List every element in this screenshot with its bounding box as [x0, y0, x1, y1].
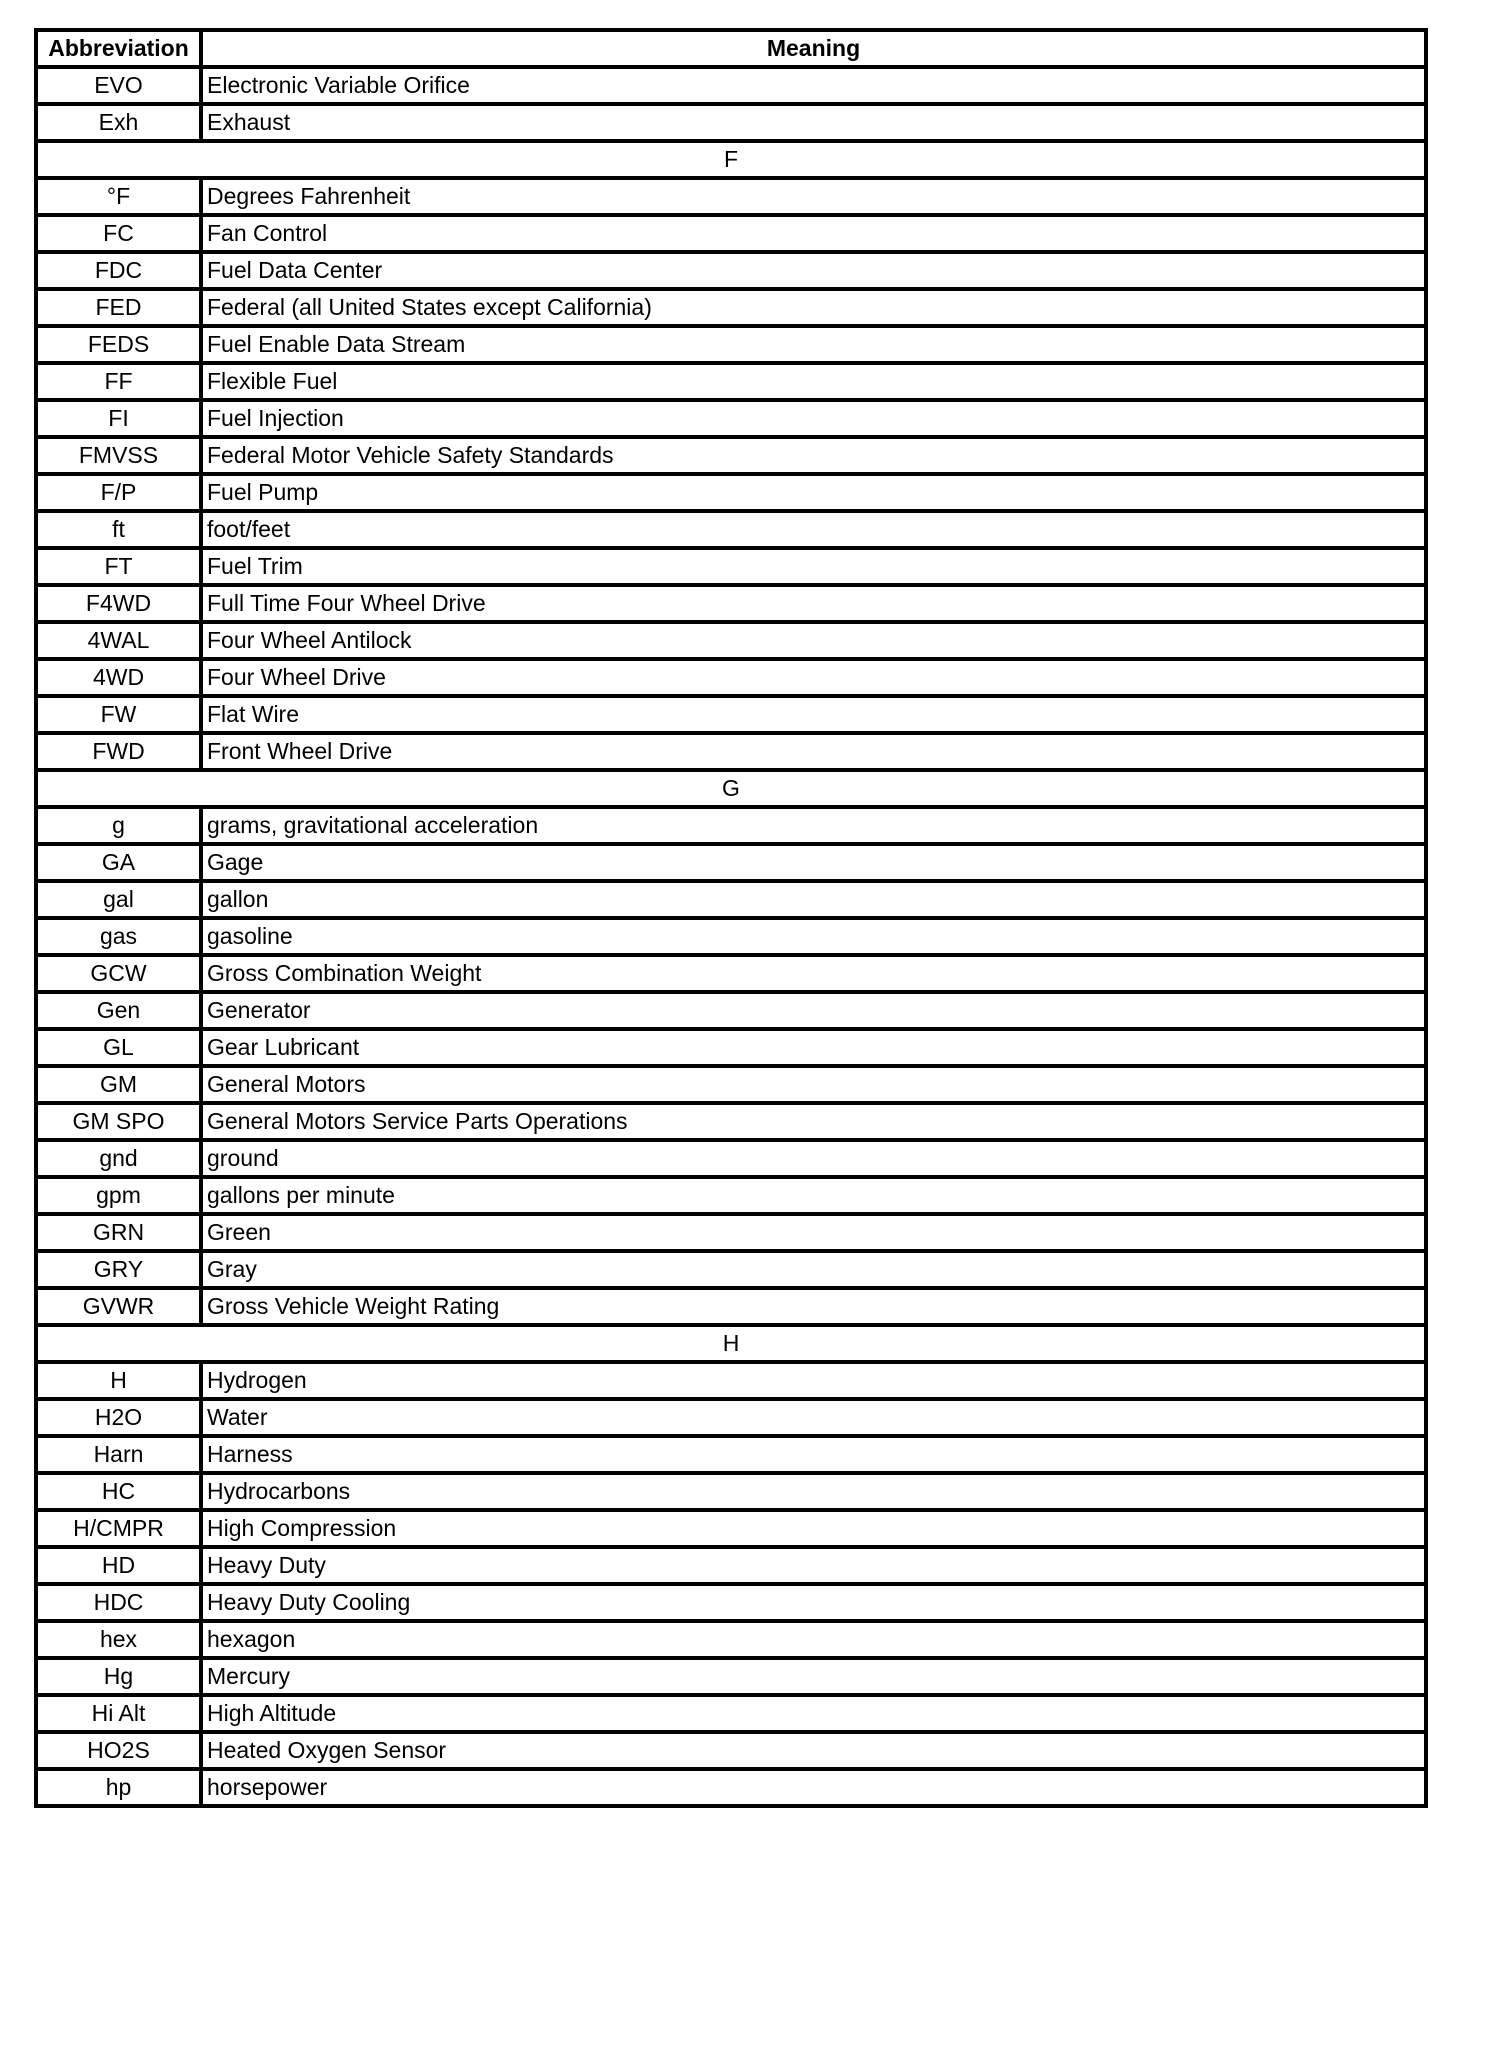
meaning-cell: Gross Vehicle Weight Rating	[201, 1288, 1426, 1325]
meaning-cell: Four Wheel Antilock	[201, 622, 1426, 659]
meaning-cell: gallons per minute	[201, 1177, 1426, 1214]
abbreviation-cell: Gen	[36, 992, 201, 1029]
table-row	[36, 67, 1426, 104]
table-row	[36, 1436, 1426, 1473]
meaning-cell: Fuel Data Center	[201, 252, 1426, 289]
abbreviation-cell: Hi Alt	[36, 1695, 201, 1732]
table-row	[36, 1066, 1426, 1103]
abbreviation-cell: GRY	[36, 1251, 201, 1288]
meaning-cell: Generator	[201, 992, 1426, 1029]
table-row	[36, 807, 1426, 844]
table-row	[36, 548, 1426, 585]
table-row	[36, 1362, 1426, 1399]
meaning-cell: Front Wheel Drive	[201, 733, 1426, 770]
meaning-column-header: Meaning	[201, 30, 1426, 67]
table-row	[36, 1695, 1426, 1732]
table-row	[36, 918, 1426, 955]
meaning-cell: Flat Wire	[201, 696, 1426, 733]
meaning-cell: Hydrogen	[201, 1362, 1426, 1399]
abbreviation-cell: HC	[36, 1473, 201, 1510]
meaning-cell: Fan Control	[201, 215, 1426, 252]
abbreviation-cell: 4WD	[36, 659, 201, 696]
meaning-cell: Heavy Duty Cooling	[201, 1584, 1426, 1621]
meaning-cell: Mercury	[201, 1658, 1426, 1695]
meaning-cell: Four Wheel Drive	[201, 659, 1426, 696]
meaning-cell: High Altitude	[201, 1695, 1426, 1732]
abbreviation-cell: HD	[36, 1547, 201, 1584]
abbreviation-cell: HO2S	[36, 1732, 201, 1769]
meaning-cell: Water	[201, 1399, 1426, 1436]
abbreviation-cell: H2O	[36, 1399, 201, 1436]
meaning-cell: Flexible Fuel	[201, 363, 1426, 400]
abbreviation-cell: GCW	[36, 955, 201, 992]
table-row	[36, 1621, 1426, 1658]
table-row	[36, 1769, 1426, 1806]
meaning-cell: Gray	[201, 1251, 1426, 1288]
meaning-cell: Hydrocarbons	[201, 1473, 1426, 1510]
abbreviation-cell: ft	[36, 511, 201, 548]
table-row	[36, 474, 1426, 511]
abbreviation-cell: Hg	[36, 1658, 201, 1695]
table-row	[36, 881, 1426, 918]
table-row	[36, 622, 1426, 659]
abbreviation-cell: gal	[36, 881, 201, 918]
meaning-cell: Fuel Enable Data Stream	[201, 326, 1426, 363]
abbreviation-cell: 4WAL	[36, 622, 201, 659]
abbreviation-cell: FF	[36, 363, 201, 400]
meaning-cell: Gross Combination Weight	[201, 955, 1426, 992]
section-letter: G	[36, 770, 1426, 807]
abbreviation-cell: GRN	[36, 1214, 201, 1251]
abbreviation-cell: F/P	[36, 474, 201, 511]
table-row	[36, 1658, 1426, 1695]
table-row	[36, 1547, 1426, 1584]
meaning-cell: grams, gravitational acceleration	[201, 807, 1426, 844]
meaning-cell: General Motors	[201, 1066, 1426, 1103]
abbreviation-table	[34, 28, 1428, 1808]
abbreviation-cell: FEDS	[36, 326, 201, 363]
meaning-cell: gallon	[201, 881, 1426, 918]
meaning-cell: Fuel Injection	[201, 400, 1426, 437]
table-row	[36, 1732, 1426, 1769]
abbreviation-cell: H	[36, 1362, 201, 1399]
abbreviation-cell: FW	[36, 696, 201, 733]
table-row	[36, 1103, 1426, 1140]
abbreviation-cell: GVWR	[36, 1288, 201, 1325]
section-letter: H	[36, 1325, 1426, 1362]
meaning-cell: horsepower	[201, 1769, 1426, 1806]
meaning-cell: Green	[201, 1214, 1426, 1251]
meaning-cell: Federal (all United States except California)	[201, 289, 1426, 326]
table-row	[36, 178, 1426, 215]
abbreviation-cell: FWD	[36, 733, 201, 770]
table-row	[36, 1399, 1426, 1436]
abbreviation-cell: FED	[36, 289, 201, 326]
table-row	[36, 1029, 1426, 1066]
meaning-cell: Gage	[201, 844, 1426, 881]
section-header-row	[36, 141, 1426, 178]
meaning-cell: Heavy Duty	[201, 1547, 1426, 1584]
abbreviation-cell: FMVSS	[36, 437, 201, 474]
meaning-cell: foot/feet	[201, 511, 1426, 548]
meaning-cell: Full Time Four Wheel Drive	[201, 585, 1426, 622]
table-row	[36, 1214, 1426, 1251]
abbreviation-cell: hex	[36, 1621, 201, 1658]
table-row	[36, 511, 1426, 548]
meaning-cell: Fuel Pump	[201, 474, 1426, 511]
table-row	[36, 289, 1426, 326]
meaning-cell: Heated Oxygen Sensor	[201, 1732, 1426, 1769]
table-row	[36, 400, 1426, 437]
section-header-row	[36, 770, 1426, 807]
header-row	[36, 30, 1426, 67]
meaning-cell: hexagon	[201, 1621, 1426, 1658]
section-header-row	[36, 1325, 1426, 1362]
table-row	[36, 1288, 1426, 1325]
abbreviation-cell: F4WD	[36, 585, 201, 622]
meaning-cell: ground	[201, 1140, 1426, 1177]
meaning-cell: Degrees Fahrenheit	[201, 178, 1426, 215]
table-row	[36, 733, 1426, 770]
table-body	[36, 67, 1426, 1806]
table-row	[36, 1510, 1426, 1547]
abbreviation-cell: Harn	[36, 1436, 201, 1473]
abbreviation-cell: H/CMPR	[36, 1510, 201, 1547]
table-row	[36, 696, 1426, 733]
abbreviation-cell: gas	[36, 918, 201, 955]
table-row	[36, 659, 1426, 696]
abbreviation-cell: GM SPO	[36, 1103, 201, 1140]
abbreviation-cell: FT	[36, 548, 201, 585]
meaning-cell: Exhaust	[201, 104, 1426, 141]
abbreviation-cell: GL	[36, 1029, 201, 1066]
abbreviation-cell: FC	[36, 215, 201, 252]
table-row	[36, 215, 1426, 252]
abbreviation-cell: Exh	[36, 104, 201, 141]
table-row	[36, 585, 1426, 622]
table-row	[36, 1177, 1426, 1214]
abbreviation-cell: g	[36, 807, 201, 844]
meaning-cell: General Motors Service Parts Operations	[201, 1103, 1426, 1140]
meaning-cell: Harness	[201, 1436, 1426, 1473]
table-row	[36, 104, 1426, 141]
meaning-cell: gasoline	[201, 918, 1426, 955]
table-row	[36, 252, 1426, 289]
meaning-cell: Fuel Trim	[201, 548, 1426, 585]
table-row	[36, 955, 1426, 992]
abbreviation-cell: hp	[36, 1769, 201, 1806]
abbreviation-cell: FI	[36, 400, 201, 437]
meaning-cell: Gear Lubricant	[201, 1029, 1426, 1066]
abbreviation-cell: gnd	[36, 1140, 201, 1177]
abbreviation-cell: GM	[36, 1066, 201, 1103]
table-row	[36, 1584, 1426, 1621]
table-row	[36, 437, 1426, 474]
abbreviation-cell: FDC	[36, 252, 201, 289]
table-row	[36, 1251, 1426, 1288]
abbreviation-cell: GA	[36, 844, 201, 881]
abbreviation-column-header: Abbreviation	[36, 30, 201, 67]
meaning-cell: High Compression	[201, 1510, 1426, 1547]
abbreviation-cell: HDC	[36, 1584, 201, 1621]
table-row	[36, 844, 1426, 881]
abbreviation-cell: EVO	[36, 67, 201, 104]
table-row	[36, 1140, 1426, 1177]
section-letter: F	[36, 141, 1426, 178]
table-row	[36, 992, 1426, 1029]
meaning-cell: Federal Motor Vehicle Safety Standards	[201, 437, 1426, 474]
abbreviation-cell: °F	[36, 178, 201, 215]
table-row	[36, 1473, 1426, 1510]
abbreviation-cell: gpm	[36, 1177, 201, 1214]
meaning-cell: Electronic Variable Orifice	[201, 67, 1426, 104]
table-row	[36, 326, 1426, 363]
table-row	[36, 363, 1426, 400]
